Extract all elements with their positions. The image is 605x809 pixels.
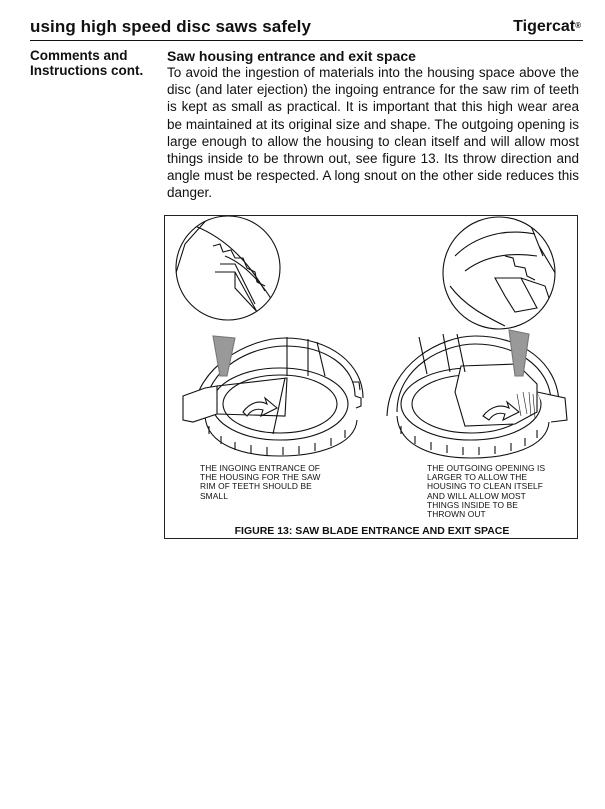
side-label-line1: Comments and (30, 48, 128, 63)
right-saw-disc (387, 330, 567, 458)
caption-ingoing (200, 464, 340, 501)
registered-mark: ® (575, 21, 581, 30)
caption-line: HOUSING TO CLEAN ITSELF (427, 481, 544, 492)
caption-line: LARGER TO ALLOW THE (427, 472, 528, 483)
section-heading: Saw housing entrance and exit space (167, 48, 416, 64)
caption-line: THINGS INSIDE TO BE (427, 499, 518, 510)
figure-caption: FIGURE 13: SAW BLADE ENTRANCE AND EXIT SPACE (234, 525, 510, 537)
side-label (30, 48, 160, 78)
left-saw-disc (183, 336, 363, 456)
caption-outgoing (427, 464, 569, 519)
caption-line: SMALL (200, 490, 228, 501)
brand-name: Tigercat (513, 18, 576, 35)
section-body: To avoid the ingestion of materials into the housing space above the disc (and later ejection) the ingoing entrance for the saw rim of teeth is kept as small as practical. It is important that this high wear area be maintained at its original size and shape. The outgoing opening is large enough to allow the housing to clean itself and will allow most things inside to be thrown out, see figure 13. Its throw direction and angle must be respected. A long snout on the other side reduces this danger. (167, 65, 579, 201)
left-detail-circle (165, 216, 280, 320)
caption-line: AND WILL ALLOW MOST (427, 490, 526, 501)
side-label-line2: Instructions cont. (30, 63, 144, 78)
figure-13 (164, 215, 578, 539)
caption-line: THE OUTGOING OPENING IS (427, 463, 546, 473)
caption-line: RIM OF TEETH SHOULD BE (200, 481, 312, 492)
caption-line: THE INGOING ENTRANCE OF (200, 463, 321, 473)
brand-logo (513, 18, 581, 36)
header-rule (30, 40, 583, 41)
page-title: using high speed disc saws safely (30, 17, 312, 36)
right-detail-circle (443, 216, 557, 329)
caption-line: THE HOUSING FOR THE SAW (200, 472, 321, 483)
caption-line: THROWN OUT (427, 509, 486, 520)
